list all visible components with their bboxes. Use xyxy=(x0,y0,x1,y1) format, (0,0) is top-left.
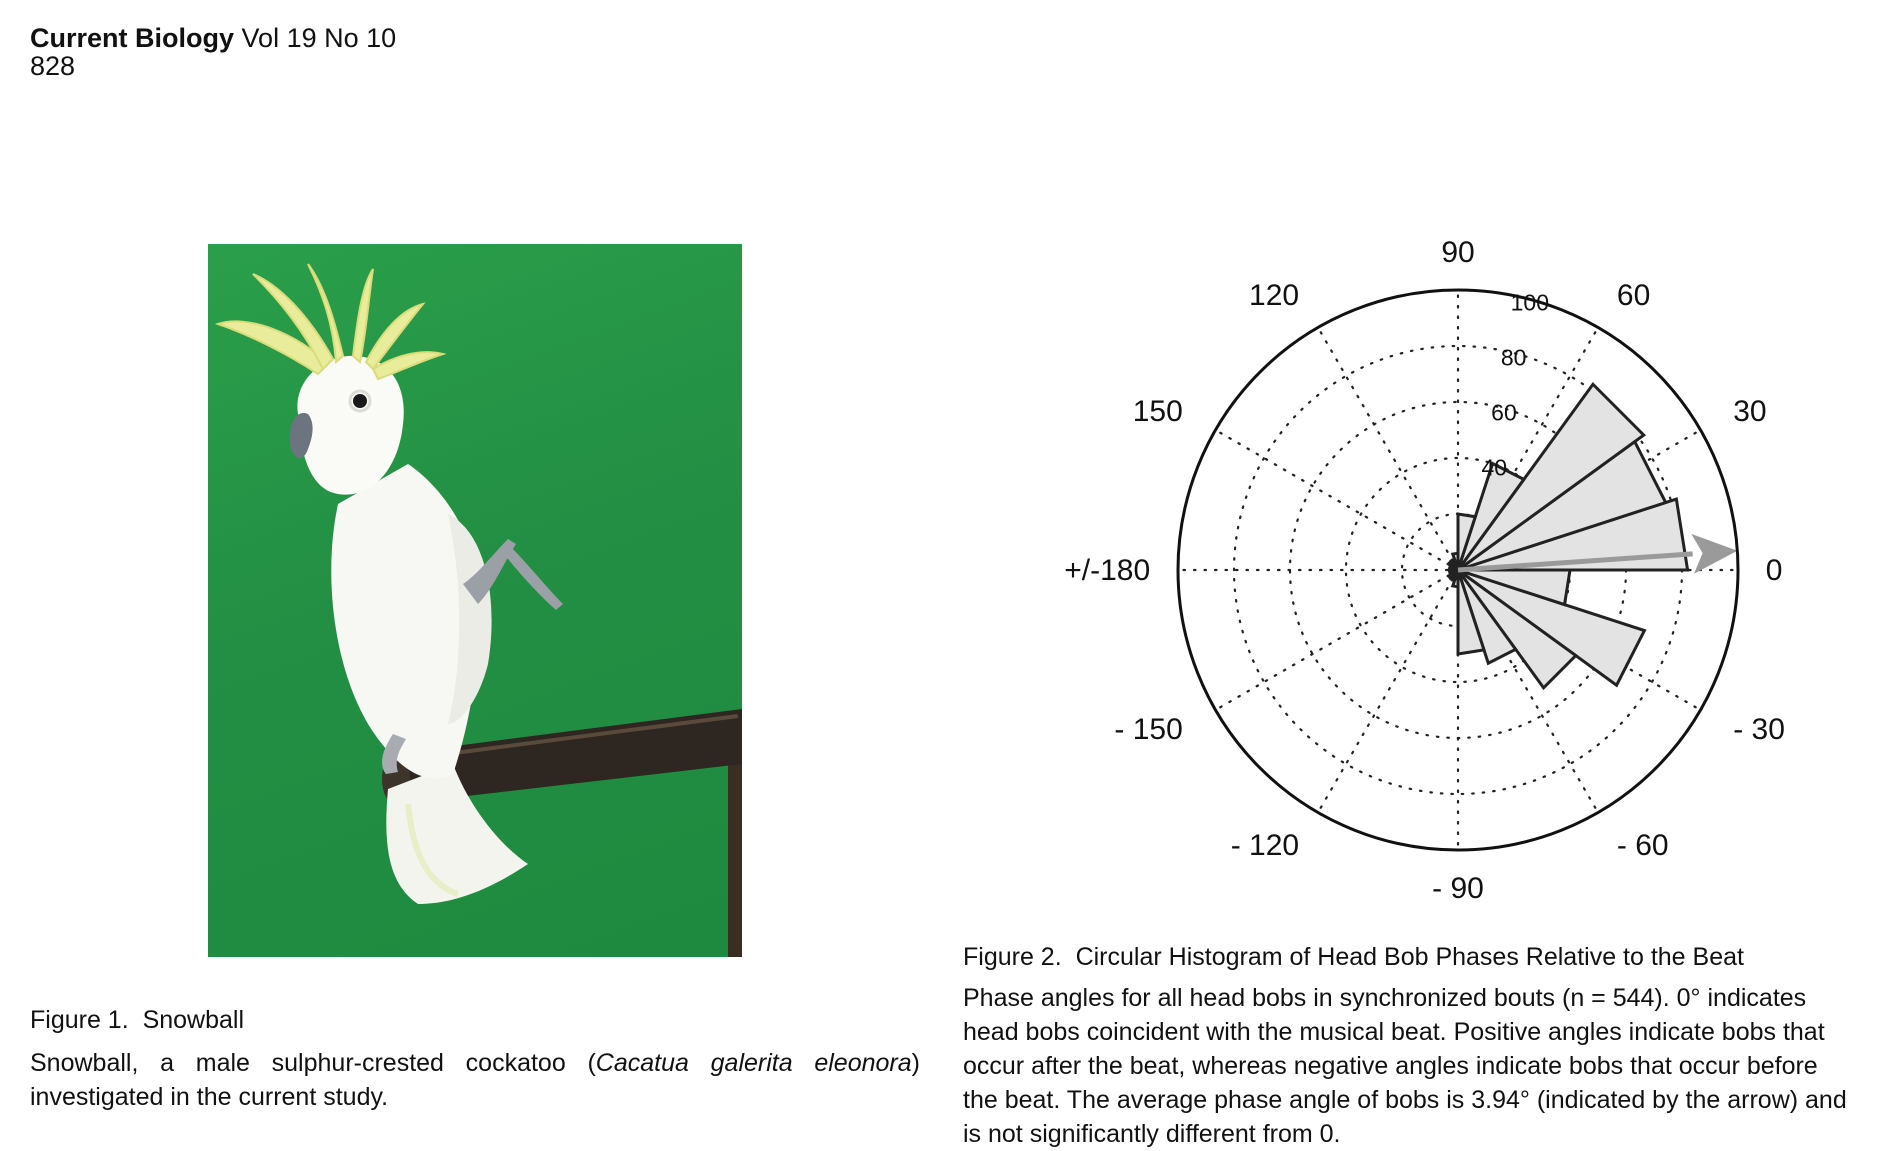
figure1-body-post: ) investigated in the current study. xyxy=(30,1049,920,1111)
angle-label: 60 xyxy=(1616,278,1651,312)
angle-label: 0 xyxy=(1765,554,1783,587)
figure1-body-pre: Snowball, a male sulphur-crested cockatoo ( xyxy=(30,1049,596,1077)
figure2-title: Circular Histogram of Head Bob Phases Relative to the Beat xyxy=(1075,943,1744,971)
figure1-body-species: Cacatua galerita eleonora xyxy=(595,1049,912,1077)
crest xyxy=(218,264,443,379)
cockatoo-photo xyxy=(208,244,742,957)
page-number: 828 xyxy=(30,51,76,81)
figure1-label: Figure 1. xyxy=(30,1006,129,1034)
journal-header xyxy=(30,24,396,80)
journal-name: Current Biology xyxy=(30,23,235,53)
cockatoo-illustration xyxy=(208,244,742,957)
head xyxy=(297,356,403,495)
figure1-caption-title xyxy=(30,1003,920,1037)
angle-label: +/-180 xyxy=(1064,554,1151,587)
radial-label: 40 xyxy=(1481,454,1508,481)
angle-label: 90 xyxy=(1441,236,1475,270)
polar-bars xyxy=(1449,384,1688,688)
radial-label: 60 xyxy=(1491,399,1517,426)
figure2-caption-body: Phase angles for all head bobs in synchronized bouts (n = 544). 0° indicates head bobs coincident with the musical beat. Positive angles indicate bobs that occur after the beat, whereas negative angles indicate bobs that occur before the beat. The average phase angle of bobs is 3.94° (indicated by the arrow) and is not significantly different from 0. xyxy=(963,984,1847,1148)
radial-label: 100 xyxy=(1510,289,1549,316)
angle-label: - 120 xyxy=(1230,829,1300,863)
grid-spoke xyxy=(1318,328,1458,570)
grid-spoke xyxy=(1216,570,1458,710)
angle-label: - 60 xyxy=(1616,829,1669,863)
angle-label: 30 xyxy=(1733,395,1767,429)
figure2-label: Figure 2. xyxy=(963,943,1062,971)
angle-label: - 150 xyxy=(1114,712,1183,746)
body xyxy=(331,464,479,778)
angle-label: - 30 xyxy=(1733,712,1785,746)
mean-arrow-head xyxy=(1691,534,1737,574)
angle-label: 150 xyxy=(1132,395,1183,429)
figure1-title: Snowball xyxy=(142,1006,245,1034)
angle-label: - 90 xyxy=(1432,871,1484,905)
eye xyxy=(353,394,367,408)
figure1-caption-body xyxy=(30,1046,920,1114)
grid-spoke xyxy=(1216,430,1458,570)
radial-label: 80 xyxy=(1500,344,1527,371)
journal-volume: Vol 19 No 10 xyxy=(241,23,397,53)
radial-labels xyxy=(1481,289,1549,480)
grid-spoke xyxy=(1318,570,1458,812)
polar-histogram xyxy=(1030,225,1790,905)
figure2-caption-title xyxy=(963,940,1863,974)
angle-label: 120 xyxy=(1249,278,1300,312)
